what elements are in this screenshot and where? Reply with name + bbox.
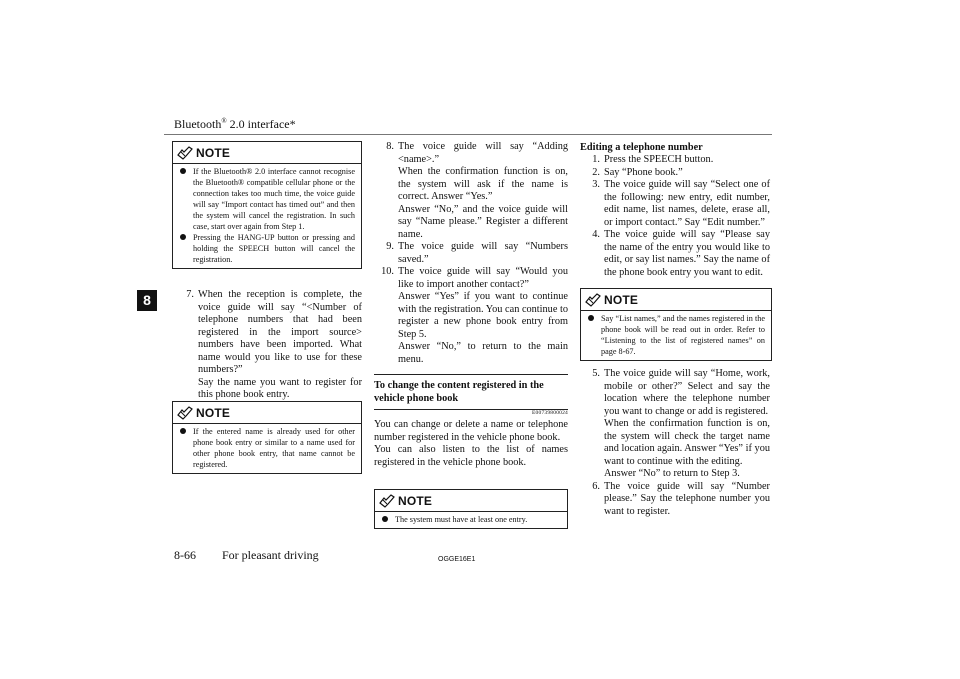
- bullet-icon: [382, 516, 388, 522]
- note-item: Pressing the HANG-UP button or pressing and holding the SPEECH button will cancel the registration.: [179, 232, 355, 265]
- header-title-suffix: 2.0 interface*: [226, 117, 296, 131]
- note-hand-icon: [177, 146, 193, 160]
- note-hand-icon: [585, 293, 601, 307]
- step-10-extra2: Answer “No,” to return to the main menu.: [398, 341, 568, 365]
- step-4: 4. The voice guide will say “Please say the name of the entry you would like to edit, or say list names.” Say the name of the phone book entry you want to edit.: [592, 229, 770, 278]
- note-title: NOTE: [196, 406, 231, 420]
- column-2: [374, 141, 568, 366]
- note-header: [581, 289, 771, 311]
- section-change-content: [374, 374, 568, 469]
- footer-section: For pleasant driving: [222, 548, 319, 562]
- header-rule: [164, 134, 772, 135]
- header-title-prefix: Bluetooth: [174, 117, 222, 131]
- step-5: 5. The voice guide will say “Home, work, mobile or other?” Select and say the location where the telephone number you want to change or add is registered.: [592, 368, 770, 417]
- note-hand-icon: [177, 406, 193, 420]
- section-code: E00739800024: [531, 410, 568, 416]
- editing-title: Editing a telephone number: [580, 142, 703, 153]
- note-item: Say “List names,” and the names registered in the phone book will be read out in order. Refer to “Listening to the list of registered names” on page 8-67.: [587, 313, 765, 357]
- step-5-extra1: When the confirmation function is on, the system will check the target name and location again. Answer “Yes” if you want to continue with the editing.: [604, 418, 770, 467]
- step-text: When the reception is complete, the voice guide will say “<Number of telephone numbers that had been registered in the import source> numbers have been imported. What name would you like to use for these numbers?”: [198, 289, 362, 375]
- step-3: 3. The voice guide will say “Select one of the following: new entry, edit number, edit name, list names, delete, erase all, or import contact.” Say “Edit number.”: [592, 179, 770, 228]
- note-box-2: [172, 401, 362, 474]
- section-para-1: You can change or delete a name or telephone number registered in the vehicle phone book.: [374, 419, 568, 443]
- step-1: 1. Press the SPEECH button.: [592, 154, 714, 165]
- step-10-extra1: Answer “Yes” if you want to continue with the registration. You can continue to register a new phone book entry from Step 5.: [398, 291, 568, 340]
- page-header: [174, 117, 296, 132]
- step-5-extra2: Answer “No” to return to Step 3.: [604, 468, 740, 479]
- note-item: If the Bluetooth® 2.0 interface cannot recognise the Bluetooth® compatible cellular phone or the connection takes too much time, the voice guide will say “Import contact has timed out” and then the system will cancel the registration. In such case, start over again from Step 1.: [179, 166, 355, 232]
- note-title: NOTE: [604, 293, 639, 307]
- step-extra: Say the name you want to register for this phone book entry.: [198, 376, 362, 400]
- step-7: [174, 289, 362, 402]
- step-8-extra1: When the confirmation function is on, the system will ask if the name is correct. Answer “Yes.”: [398, 166, 568, 202]
- note-title: NOTE: [398, 494, 433, 508]
- step-8-extra2: Answer “No,” and the voice guide will say “Name please.” Register a different name.: [398, 203, 568, 240]
- footer-code: OGGE16E1: [438, 556, 476, 563]
- note-title: NOTE: [196, 146, 231, 160]
- note-item: If the entered name is already used for other phone book entry or similar to a name used for other phone book entry, that name cannot be registered.: [179, 426, 355, 470]
- step-6: 6. The voice guide will say “Number please.” Say the telephone number you want to register.: [592, 480, 770, 517]
- step-2: 2. Say “Phone book.”: [592, 166, 683, 178]
- step-8: 8. The voice guide will say “Adding <name>.”: [386, 141, 568, 165]
- footer-page-number: 8-66: [174, 548, 196, 562]
- bullet-icon: [180, 168, 186, 174]
- section-title: To change the content registered in the vehicle phone book: [374, 374, 568, 410]
- bullet-icon: [180, 234, 186, 240]
- note-box-4: [580, 288, 772, 361]
- note-box-1: [172, 141, 362, 269]
- step-number: 7.: [186, 289, 194, 300]
- note-header: [375, 490, 567, 512]
- note-header: [173, 142, 361, 164]
- step-10: 10. The voice guide will say “Would you like to import another contact?”: [381, 266, 568, 290]
- header-title-sup: ®: [221, 117, 227, 125]
- note-hand-icon: [379, 494, 395, 508]
- bullet-icon: [180, 428, 186, 434]
- column-3-steps-5-6: [580, 368, 770, 518]
- chapter-tab: 8: [137, 290, 157, 311]
- bullet-icon: [588, 315, 594, 321]
- column-3: [580, 141, 770, 279]
- note-box-3: [374, 489, 568, 529]
- note-item: The system must have at least one entry.: [381, 514, 561, 525]
- note-header: [173, 402, 361, 424]
- step-9: 9. The voice guide will say “Numbers saved.”: [386, 241, 568, 265]
- section-para-2: You can also listen to the list of names registered in the vehicle phone book.: [374, 444, 568, 468]
